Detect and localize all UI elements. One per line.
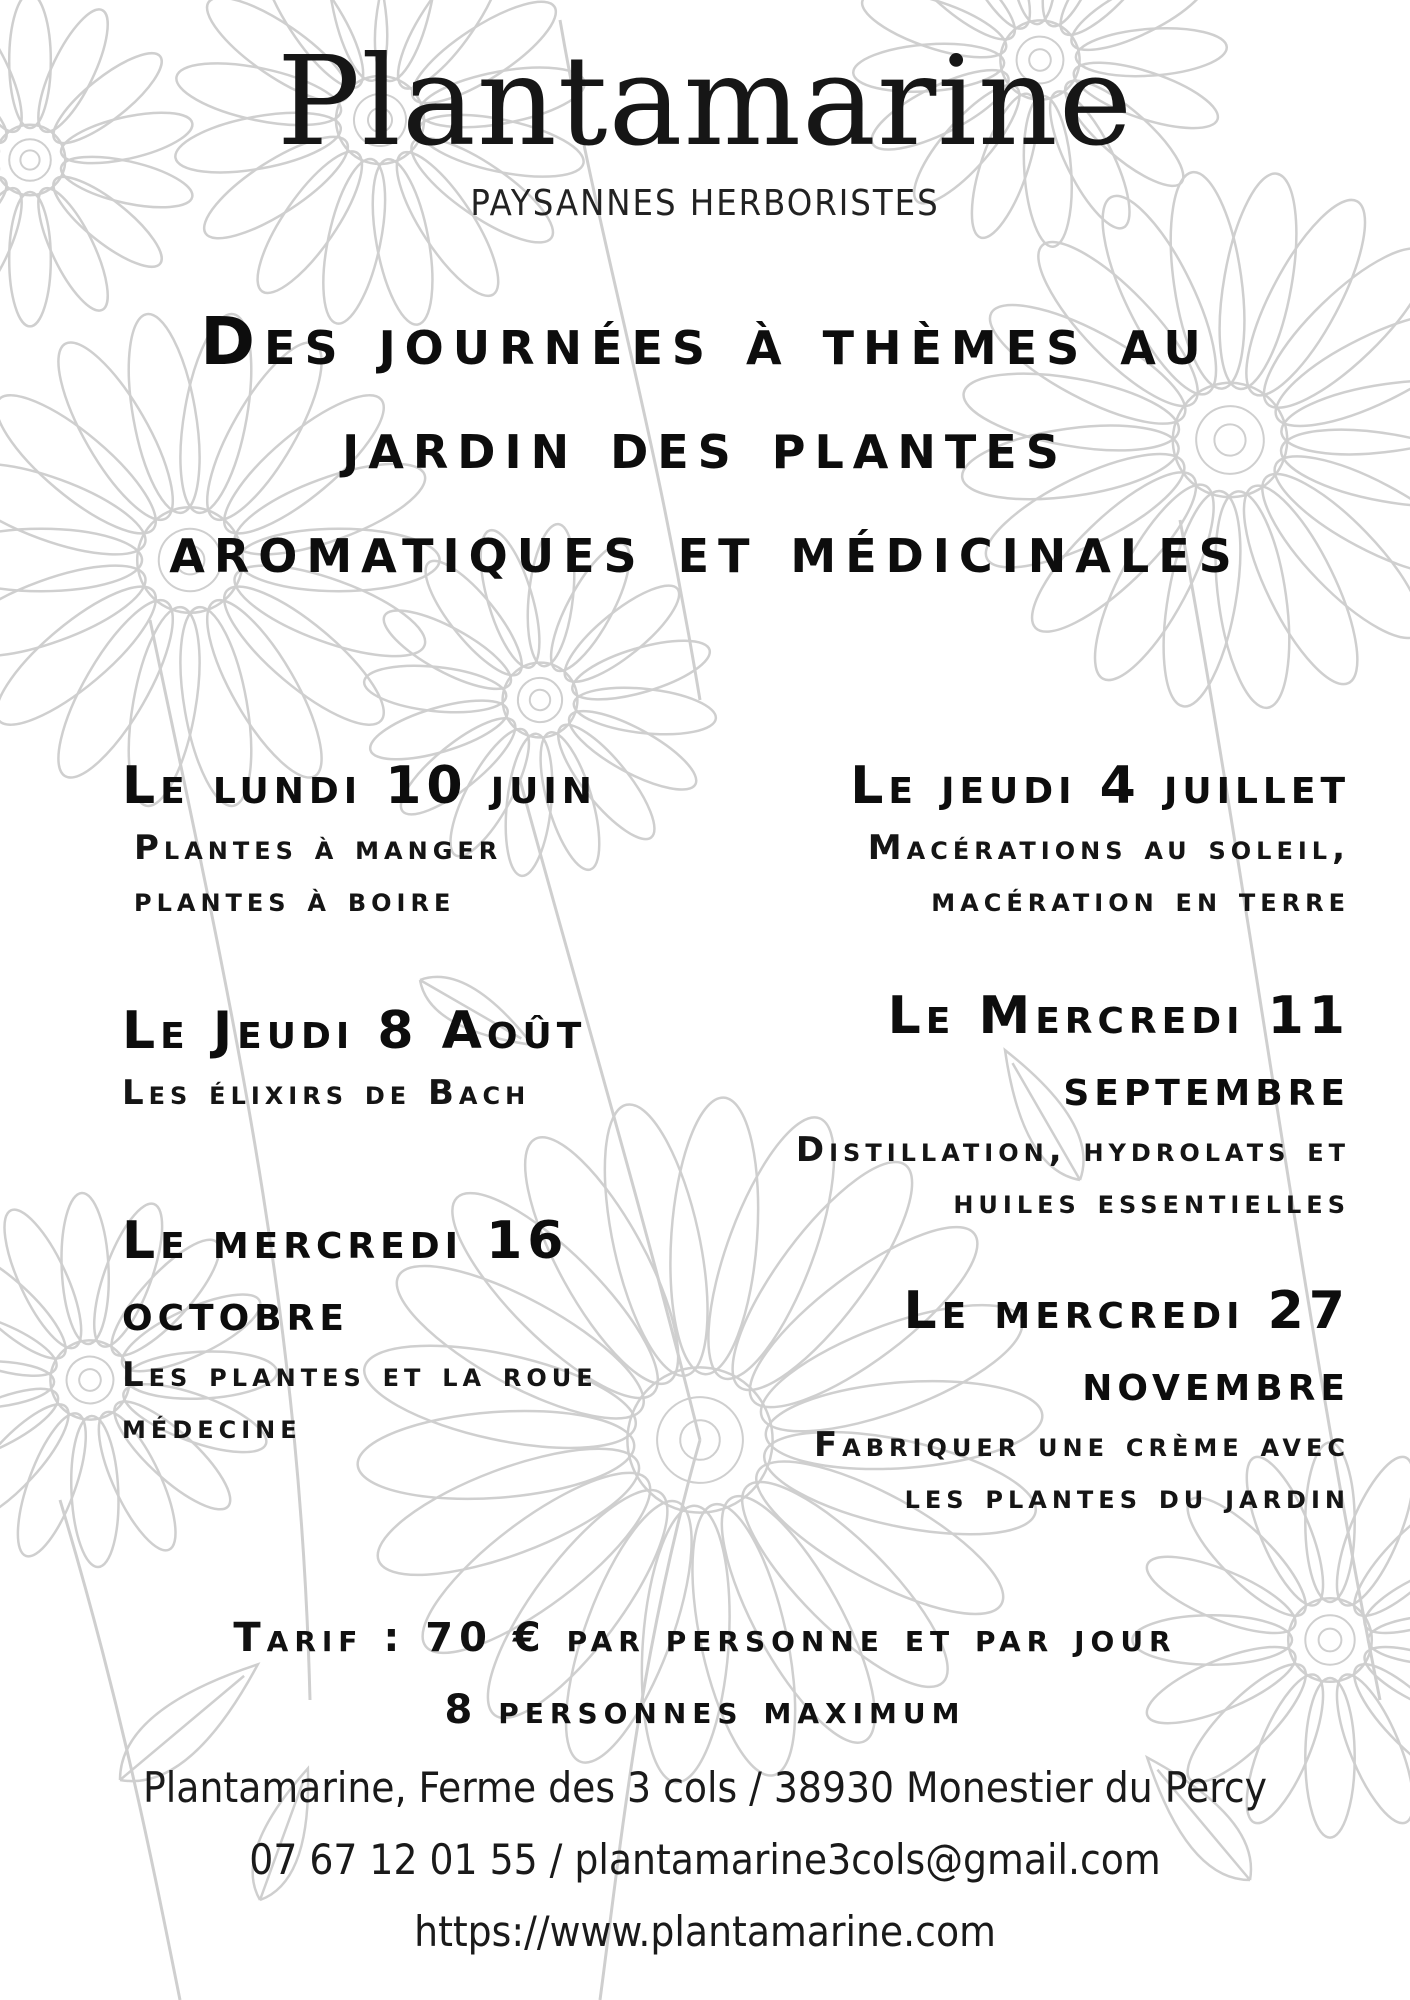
event-topic: Plantes à manger <box>134 828 503 868</box>
petal <box>68 1415 121 1568</box>
event-topic: médecine <box>122 1407 302 1447</box>
event-topic: Les élixirs de Bach <box>122 1073 531 1113</box>
website-link[interactable]: https://www.plantamarine.com <box>414 1907 996 1956</box>
phone-email-line[interactable]: 07 67 12 01 55 / plantamarine3cols@gmail.com <box>249 1835 1161 1884</box>
event-july-4 <box>850 750 1350 926</box>
event-date: octobre <box>122 1283 349 1343</box>
event-august-8 <box>122 995 586 1119</box>
event-topic: Distillation, hydrolats et <box>795 1130 1350 1170</box>
event-topic: les plantes du jardin <box>904 1477 1350 1517</box>
title-line-1: Des journées à thèmes au <box>200 303 1210 380</box>
flower-center <box>499 659 581 741</box>
event-date: Le mercredi 27 <box>903 1281 1350 1341</box>
brand-logo: Plantamarine <box>276 30 1134 174</box>
petal <box>0 1236 79 1373</box>
event-june-10 <box>122 750 597 926</box>
title-line-2: jardin des plantes <box>342 407 1068 484</box>
brand-tagline: PAYSANNES HERBORISTES <box>470 183 940 224</box>
event-date: Le jeudi 4 juillet <box>850 756 1350 816</box>
flower-center-core <box>76 1366 104 1394</box>
pricing-block <box>0 1602 1410 1746</box>
page-title <box>0 290 1410 602</box>
event-date: Le Mercredi 11 <box>887 986 1350 1046</box>
petal <box>0 1391 83 1534</box>
petal <box>4 1406 100 1564</box>
address-line: Plantamarine, Ferme des 3 cols / 38930 Monestier du Percy <box>143 1763 1267 1812</box>
capacity-line: 8 personnes maximum <box>444 1687 966 1733</box>
event-september-11 <box>796 980 1350 1228</box>
title-line-3: aromatiques et médicinales <box>169 511 1241 588</box>
event-date: Le Jeudi 8 Août <box>122 1001 587 1061</box>
petal <box>0 1358 55 1411</box>
event-date: novembre <box>1082 1353 1350 1413</box>
event-topic: Macérations au soleil, <box>867 828 1350 868</box>
price-line: Tarif : 70 € par personne et par jour <box>233 1615 1177 1661</box>
event-topic: Les plantes et la roue <box>122 1355 598 1395</box>
flower-center-inner <box>516 676 565 725</box>
event-date: Le mercredi 16 <box>122 1211 569 1271</box>
flower-center-inner <box>60 1350 120 1410</box>
event-topic: Fabriquer une crème avec <box>813 1425 1350 1465</box>
event-topic: macération en terre <box>931 880 1350 920</box>
petal <box>58 1192 111 1345</box>
event-date: septembre <box>1063 1058 1350 1118</box>
event-october-16 <box>122 1205 598 1453</box>
petal <box>585 1096 728 1385</box>
event-november-27 <box>814 1275 1350 1523</box>
petal <box>662 1095 767 1378</box>
contact-block <box>0 1752 1410 1968</box>
event-topic: plantes à boire <box>134 880 456 920</box>
flower-center-core <box>529 689 551 711</box>
event-topic: huiles essentielles <box>953 1182 1350 1222</box>
event-date: Le lundi 10 juin <box>122 756 597 816</box>
